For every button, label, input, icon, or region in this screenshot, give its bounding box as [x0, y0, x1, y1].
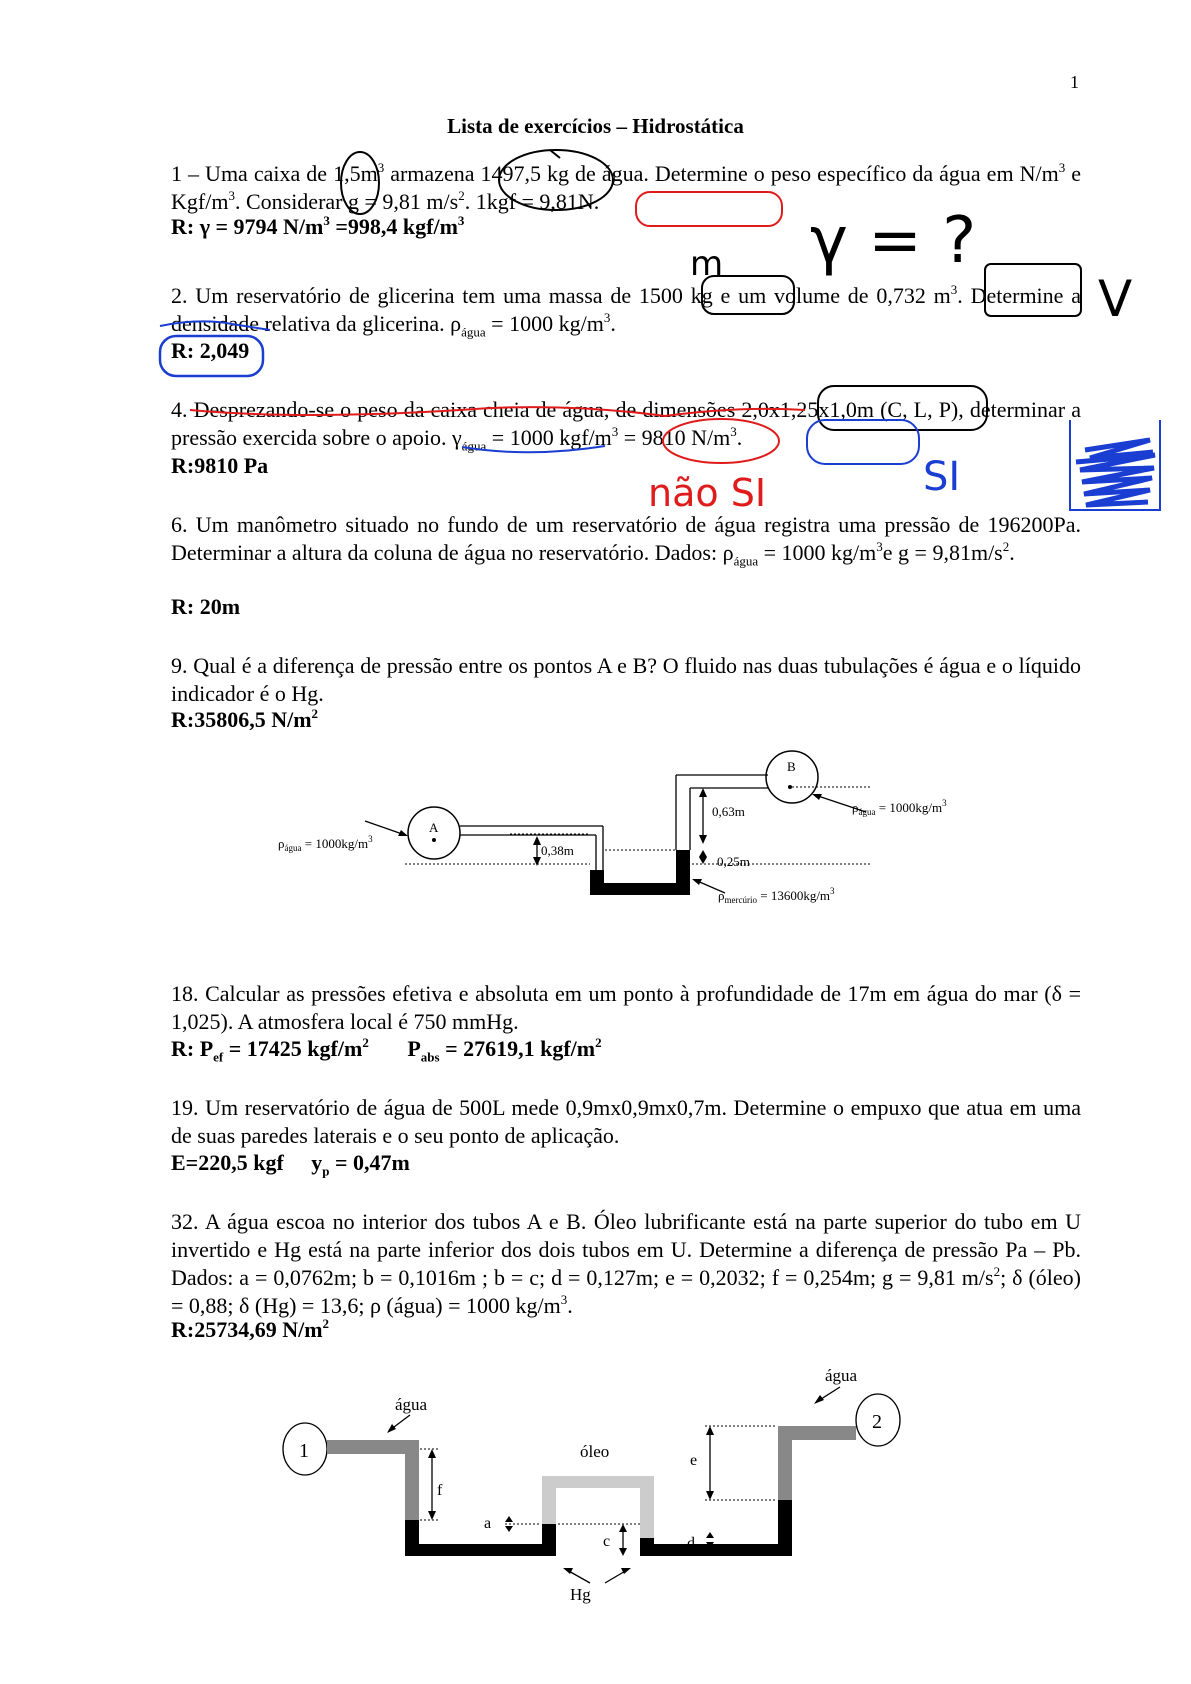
dim-d-label: d — [687, 1535, 695, 1552]
question-6-text: 6. Um manômetro situado no fundo de um reservatório de água registra uma pressão de 196200Pa. Determinar a altura da coluna de água no reservatório. Dados: $\rho_{água} = 1000$ $kg/m^3e$ $g = 9,81m/s^2$. — [171, 512, 1081, 569]
dim-a-label: a — [484, 1515, 492, 1532]
document-title: Lista de exercícios – Hidrostática — [447, 114, 744, 138]
question-18-text: 18. Calcular as pressões efetiva e absoluta em um ponto à profundidade de 17m em água do mar (δ = 1,025). A atmosfera local é 750 mmHg. — [171, 981, 1081, 1034]
point-1-label: 1 — [299, 1440, 309, 1462]
question-6-answer: R: 20m — [171, 594, 241, 619]
handwritten-volume-v: V — [1098, 270, 1133, 328]
rho-mercury-label: $\rho_{mercúrio} = 13600kg/m^3$ — [718, 886, 835, 905]
question-2-answer: R: 2,049 — [171, 338, 250, 363]
dim-f-label: f — [437, 1482, 443, 1499]
handwritten-mass-m: m — [690, 244, 724, 284]
dim-e-label: e — [690, 1452, 698, 1469]
handwritten-nao-si: não SI — [648, 471, 767, 515]
dimension-063: 0,63m — [712, 804, 745, 819]
point-2-label: 2 — [872, 1411, 882, 1433]
handwritten-si: SI — [923, 454, 961, 500]
question-9-text: 9. Qual é a diferença de pressão entre os pontos A e B? O fluido nas duas tubulações é água e o líquido indicador é o Hg. — [171, 653, 1081, 706]
rho-water-left-label: $\rho_{água} = 1000kg/m^3$ — [278, 834, 373, 853]
question-1-text: 1 – Uma caixa de $1,5m^3$ armazena 1497,5 kg de água. Determine o peso específico da água em $N/m^3$ e Kgf/$m^3$. Considerar g = 9,81 $m/s^2$. 1kgf = 9,81N. — [171, 160, 1081, 214]
point-b-label: B — [787, 759, 796, 774]
rho-water-right-label: $\rho_{água} = 1000kg/m^3$ — [852, 798, 947, 817]
dim-c-label: c — [603, 1533, 611, 1550]
page-number: 1 — [1070, 72, 1079, 92]
mercury-label: Hg — [570, 1585, 591, 1604]
question-4-answer: R:9810 Pa — [171, 453, 269, 478]
question-32-answer: R:25734,69 $N/m^2$ — [171, 1316, 330, 1342]
question-4-text: 4. Desprezando-se o peso da caixa cheia de água, de dimensões 2,0x1,25x1,0m (C, L, P), determinar a pressão exercida sobre o apoio. $\gamma_{água} = 1000$ kgf/$m^3 = 9810$ $N/m^3$. — [171, 397, 1081, 454]
water-left-label: água — [395, 1395, 428, 1414]
dimension-025: 0,25m — [717, 854, 750, 869]
dimension-038: 0,38m — [541, 843, 574, 858]
point-a-label: A — [429, 820, 439, 835]
question-1-answer: R: γ = 9794 $N/m^3 =998,4$ kgf/$m^3$ — [171, 213, 465, 239]
question-2-text: 2. Um reservatório de glicerina tem uma massa de 1500 kg e um volume de 0,732 $m^3$. Determine a densidade relativa da glicerina. $\rho_{água} = 1000$ $kg/m^3$. — [171, 282, 1081, 340]
handwritten-gamma-question: γ = ? — [810, 204, 977, 278]
oil-label: óleo — [580, 1442, 610, 1461]
question-9-answer: R:35806,5 $N/m^2$ — [171, 706, 319, 732]
water-right-label: água — [825, 1366, 858, 1385]
question-18-answer: R: $P_{ef} = 17425$ kgf/$m^2$ $P_{abs} = 27619,1$ kgf/$m^2$ — [171, 1035, 602, 1065]
question-19-answer: E=220,5 kgf $y_p = 0,47m$ — [171, 1150, 410, 1179]
question-19-text: 19. Um reservatório de água de 500L mede 0,9mx0,9mx0,7m. Determine o empuxo que atua em uma de suas paredes laterais e o seu ponto de aplicação. — [171, 1095, 1081, 1148]
question-32-text: 32. A água escoa no interior dos tubos A e B. Óleo lubrificante está na parte superior do tubo em U invertido e Hg está na parte inferior dos dois tubos em U. Determine a diferença de pressão Pa – Pb. Dados: a = 0,0762m; b = 0,1016m ; b = c; d = 0,127m; e = 0,2032; f = 0,254m; g = 9,81 $m/s^2$; δ (óleo) = 0,88; δ (Hg) = 13,6; ρ (água) = 1000 $kg/m^3$. — [171, 1209, 1081, 1318]
